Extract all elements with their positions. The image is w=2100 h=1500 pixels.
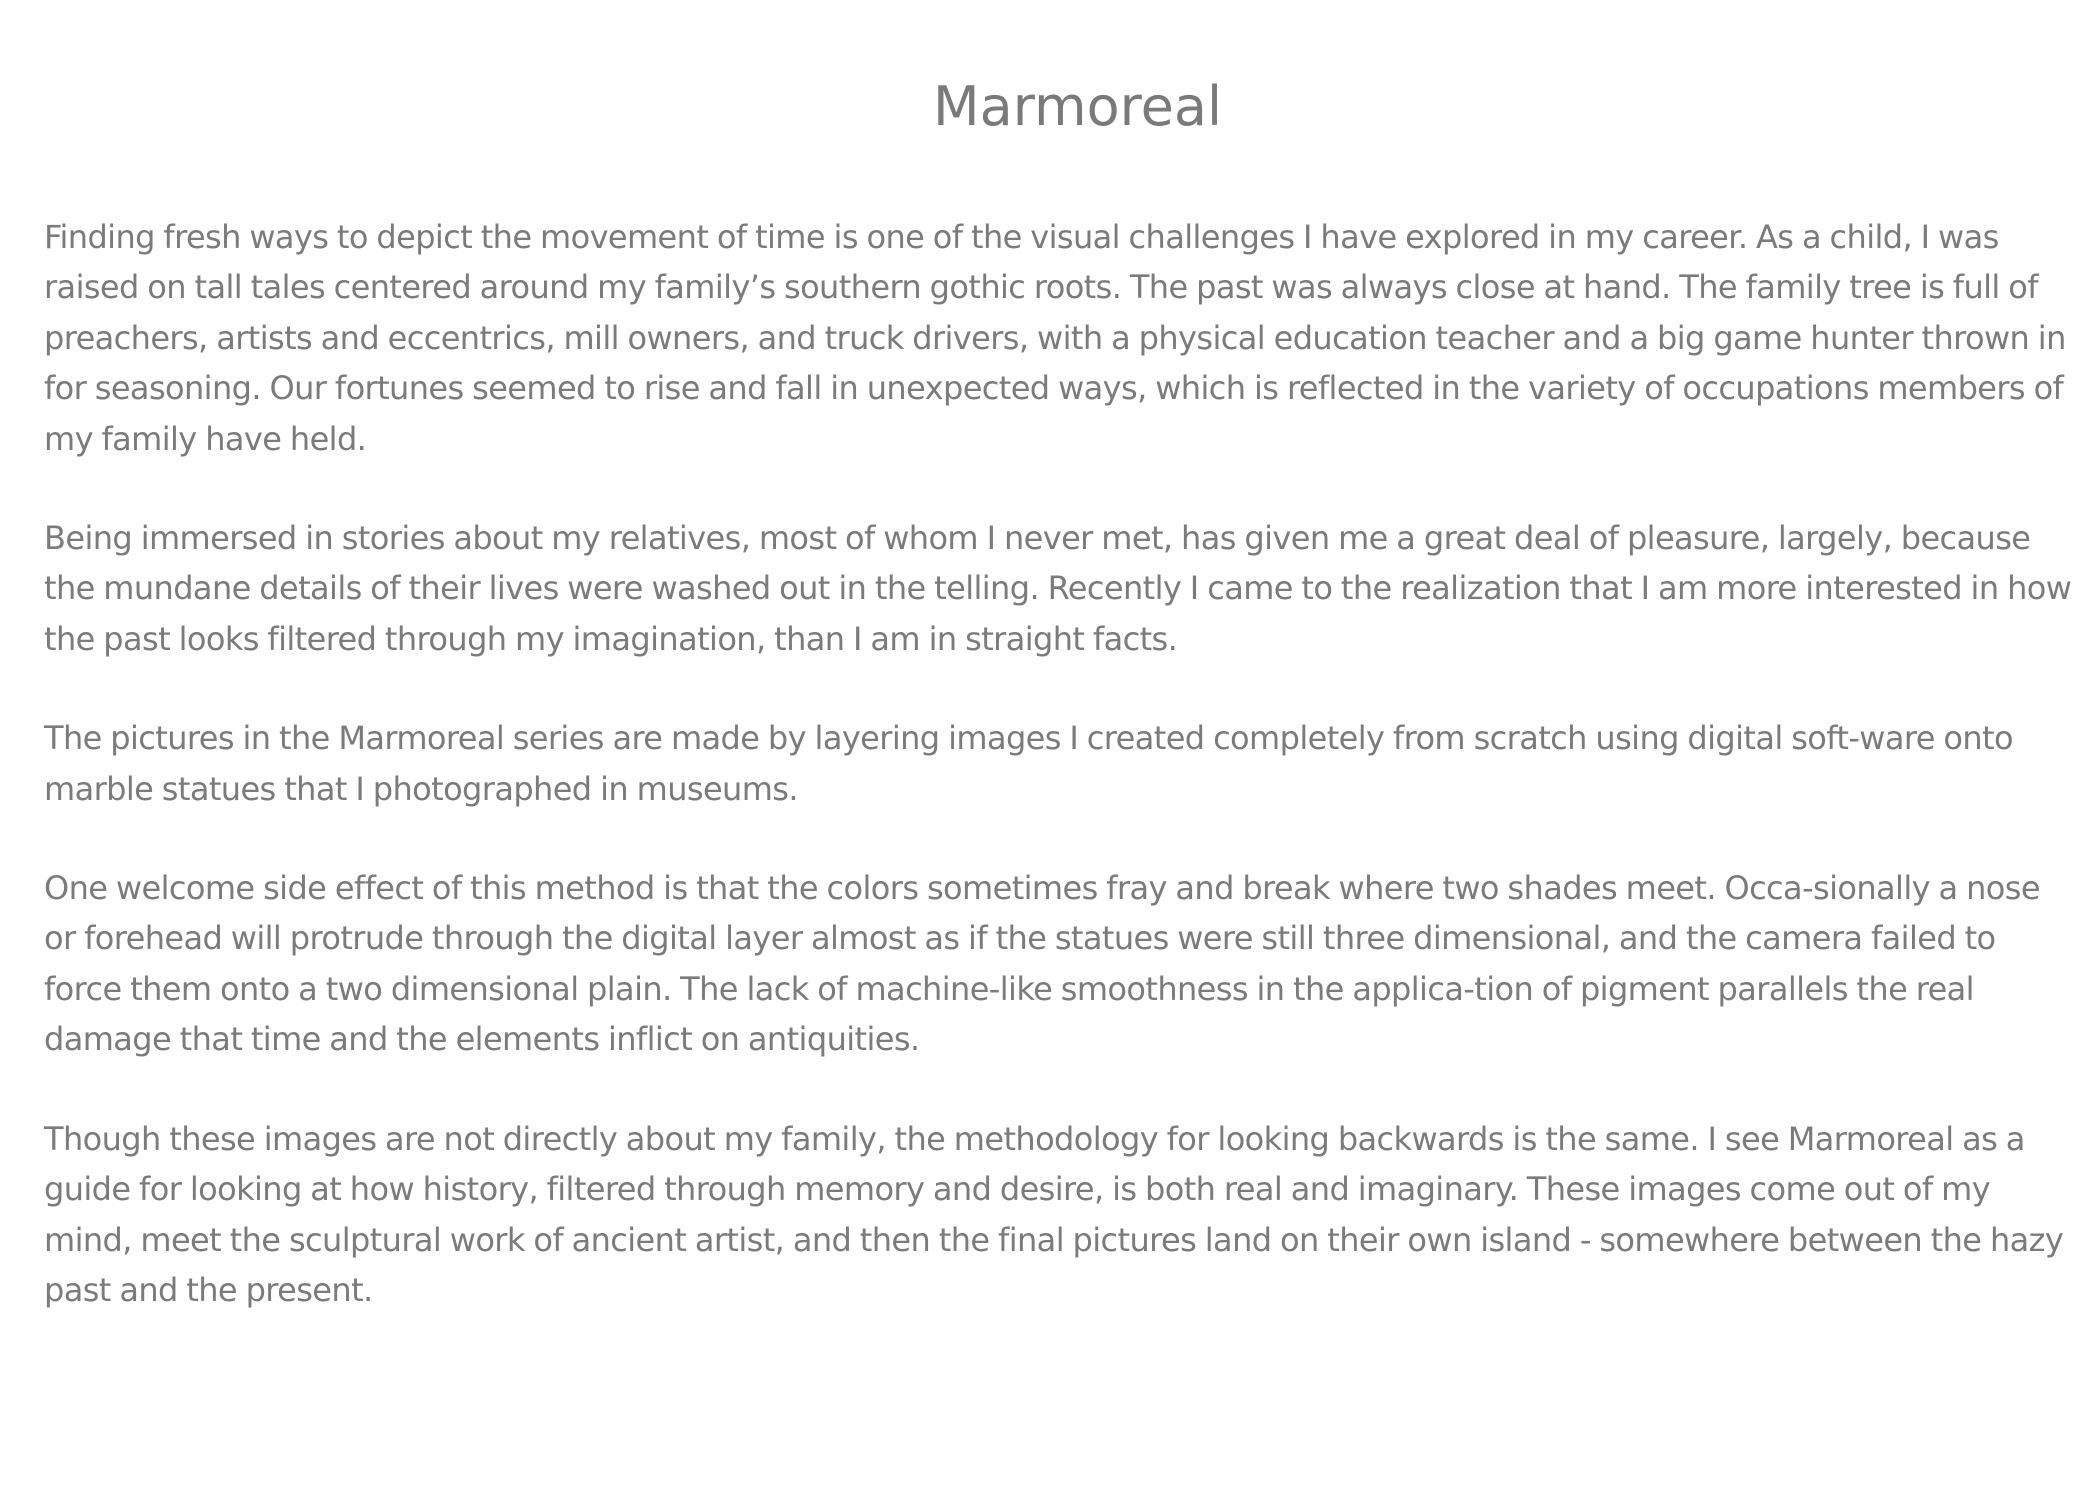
paragraph-2: Being immersed in stories about my relatives, most of whom I never met, has given me a great deal of pleasure, largely, because the mundane details of their lives were washed out in the telling. Recently I came to the realization that I am more interested in how the past looks filtered through my imagination, than I am in straight facts. [44, 519, 2072, 658]
paragraph-1: Finding fresh ways to depict the movement of time is one of the visual challenges I have explored in my career. As a child, I was raised on tall tales centered around my family’s southern gothic roots. The past was always close at hand. The family tree is full of preachers, artists and eccentrics, mill owners, and truck drivers, with a physical education teacher and a big game hunter thrown in for seasoning. Our fortunes seemed to rise and fall in unexpected ways, which is reflected in the variety of occupations members of my family have held. [44, 218, 2066, 458]
artist-statement [44, 212, 2079, 1364]
paragraph-4: One welcome side effect of this method is that the colors sometimes fray and break where two shades meet. Occa-sionally a nose or forehead will protrude through the digital layer almost as if the statues were still three dimensional, and the camera failed to force them onto a two dimensional plain. The lack of machine-like smoothness in the applica-tion of pigment parallels the real damage that time and the elements inflict on antiquities. [44, 869, 2040, 1059]
paragraph-5: Though these images are not directly about my family, the methodology for looking backwards is the same. I see Marmoreal as a guide for looking at how history, filtered through memory and desire, is both real and imaginary. These images come out of my mind, meet the sculptural work of ancient artist, and then the final pictures land on their own island - somewhere between the hazy past and the present. [44, 1119, 2064, 1309]
page-title: Marmoreal [933, 75, 1222, 138]
document-page [44, 0, 2079, 1500]
paragraph-3: The pictures in the Marmoreal series are made by layering images I created completely from scratch using digital soft-ware onto marble statues that I photographed in museums. [44, 719, 2013, 808]
